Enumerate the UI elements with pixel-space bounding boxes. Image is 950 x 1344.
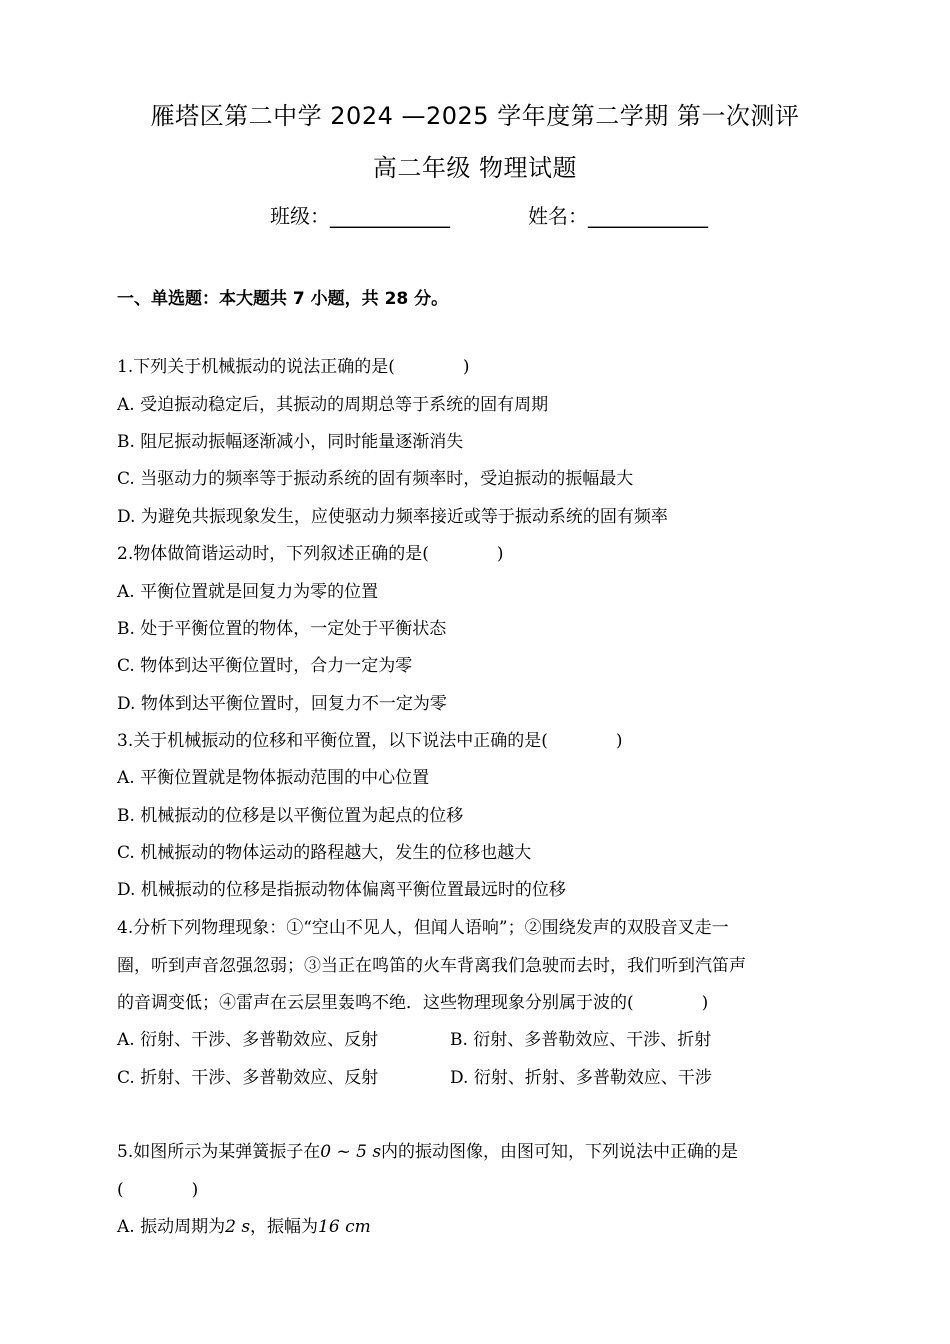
question-1-stem: 1.下列关于机械振动的说法正确的是( ) — [117, 357, 470, 377]
question-4-stem-line3: 的音调变低；④雷声在云层里轰鸣不绝．这些物理现象分别属于波的( ) — [117, 993, 709, 1013]
question-3-option-a: A. 平衡位置就是物体振动范围的中心位置 — [117, 768, 430, 788]
question-4-option-a: A. 衍射、干涉、多普勒效应、反射 — [117, 1030, 379, 1050]
question-2-stem: 2.物体做简谐运动时，下列叙述正确的是( ) — [117, 544, 504, 564]
question-3-stem: 3.关于机械振动的位移和平衡位置，以下说法中正确的是( ) — [117, 731, 623, 751]
question-2-option-a: A. 平衡位置就是回复力为零的位置 — [117, 582, 379, 602]
class-field: 班级：____________ — [270, 204, 450, 228]
question-4-option-d: D. 衍射、折射、多普勒效应、干涉 — [450, 1068, 712, 1088]
question-4-option-c: C. 折射、干涉、多普勒效应、反射 — [117, 1068, 379, 1088]
question-5-option-a-text-a: A. 振动周期为 — [117, 1217, 226, 1237]
question-5-stem — [117, 1140, 738, 1164]
question-3-option-b: B. 机械振动的位移是以平衡位置为起点的位移 — [117, 806, 464, 826]
question-1-option-b: B. 阻尼振动振幅逐渐减小，同时能量逐渐消失 — [117, 432, 464, 452]
question-5-amplitude-value: 16 cm — [318, 1217, 371, 1237]
question-4-options-row1 — [117, 1028, 712, 1052]
question-1-option-a: A. 受迫振动稳定后，其振动的周期总等于系统的固有周期 — [117, 395, 549, 415]
question-5-option-a-text-b: ，振幅为 — [250, 1217, 319, 1237]
question-4-stem-line1: 4.分析下列物理现象：①“空山不见人，但闻人语响”；②围绕发声的双股音叉走一 — [117, 918, 729, 938]
question-2-option-b: B. 处于平衡位置的物体，一定处于平衡状态 — [117, 619, 447, 639]
exam-subtitle: 高二年级 物理试题 — [372, 154, 578, 182]
question-1-option-d: D. 为避免共振现象发生，应使驱动力频率接近或等于振动系统的固有频率 — [117, 507, 668, 527]
question-2-option-c: C. 物体到达平衡位置时，合力一定为零 — [117, 656, 413, 676]
question-1-option-c: C. 当驱动力的频率等于振动系统的固有频率时，受迫振动的振幅最大 — [117, 469, 634, 489]
question-5-time-range: 0 ~ 5 s — [320, 1142, 382, 1162]
question-5-period-value: 2 s — [225, 1217, 251, 1237]
question-2-option-d: D. 物体到达平衡位置时，回复力不一定为零 — [117, 694, 447, 714]
question-4-stem-line2: 圈，听到声音忽强忽弱；③当正在鸣笛的火车背离我们急驶而去时，我们听到汽笛声 — [117, 956, 746, 976]
question-5-stem-text-b: 内的振动图像，由图可知，下列说法中正确的是 — [381, 1142, 739, 1162]
question-3-option-c: C. 机械振动的物体运动的路程越大，发生的位移也越大 — [117, 843, 532, 863]
name-field: 姓名：____________ — [528, 204, 708, 228]
question-5-option-a — [117, 1215, 371, 1239]
section-heading: 一、单选题：本大题共 7 小题，共 28 分。 — [117, 289, 449, 309]
question-4-option-b: B. 衍射、多普勒效应、干涉、折射 — [450, 1030, 712, 1050]
question-5-stem-text-a: 5.如图所示为某弹簧振子在 — [117, 1142, 321, 1162]
question-4-options-row2 — [117, 1066, 712, 1090]
question-5-stem-line2: ( ) — [117, 1180, 199, 1200]
exam-title: 雁塔区第二中学 2024 —2025 学年度第二学期 第一次测评 — [150, 102, 800, 130]
question-3-option-d: D. 机械振动的位移是指振动物体偏离平衡位置最远时的位移 — [117, 880, 566, 900]
